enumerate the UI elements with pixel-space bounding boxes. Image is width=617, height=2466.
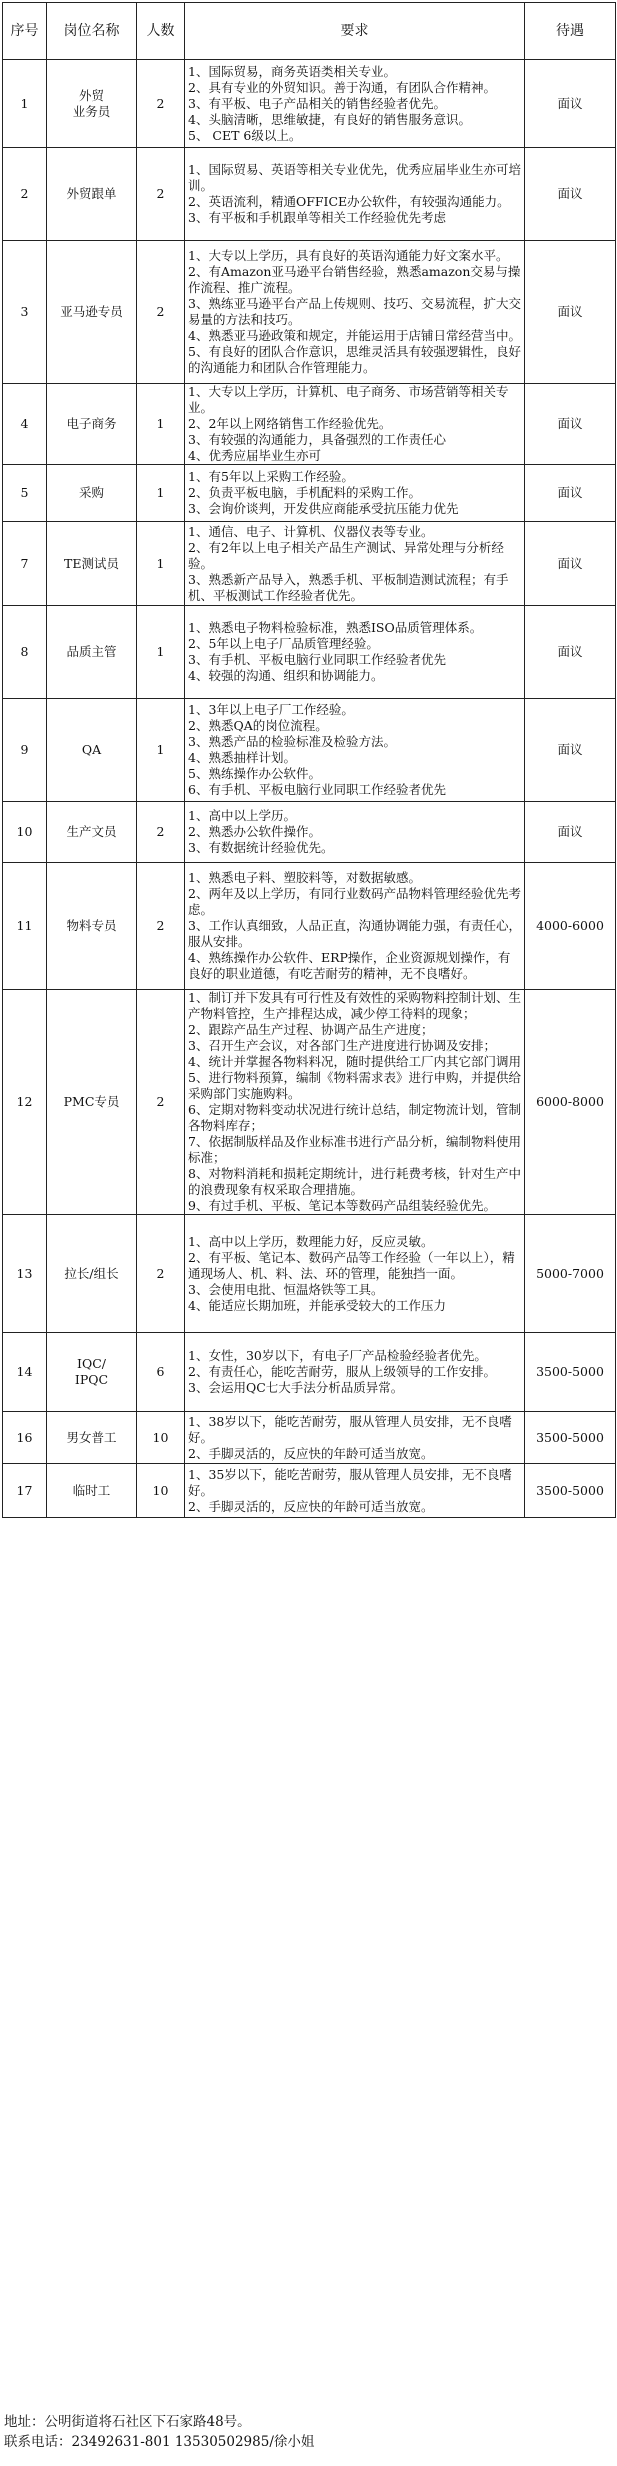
row-count: 1 [137, 384, 185, 465]
row-position: 电子商务 [47, 384, 137, 465]
row-requirements [185, 1333, 525, 1412]
row-no: 16 [3, 1412, 47, 1464]
row-salary: 面议 [525, 384, 616, 465]
requirement-item: 1、大专以上学历，计算机、电子商务、市场营销等相关专业。 [188, 384, 509, 415]
requirement-item: 3、有平板和手机跟单等相关工作经验优先考虑 [188, 210, 446, 225]
requirement-item: 3、有较强的沟通能力，具备强烈的工作责任心 [188, 432, 446, 447]
row-no: 11 [3, 863, 47, 990]
requirement-item: 2、2年以上网络销售工作经验优先。 [188, 416, 392, 431]
table-row [3, 699, 616, 802]
row-count: 1 [137, 699, 185, 802]
requirement-item: 1、通信、电子、计算机、仪器仪表等专业。 [188, 523, 434, 539]
row-requirements [185, 1215, 525, 1333]
requirement-item: 5、 CET 6级以上。 [188, 127, 302, 143]
requirement-item: 1、国际贸易、英语等相关专业优先，优秀应届毕业生亦可培训。 [188, 162, 521, 193]
requirement-item: 1、女性，30岁以下，有电子厂产品检验经验者优先。 [188, 1348, 487, 1363]
requirement-item: 3、熟练亚马逊平台产品上传规则、技巧、交易流程，扩大交易量的方法和技巧。 [188, 296, 521, 327]
row-no: 1 [3, 60, 47, 148]
row-requirements [185, 384, 525, 465]
requirement-item: 3、召开生产会议，对各部门生产进度进行协调及安排； [188, 1038, 496, 1053]
row-salary: 面议 [525, 148, 616, 241]
requirement-item: 9、有过手机、平板、笔记本等数码产品组装经验优先。 [188, 1198, 496, 1213]
footer-contact: 联系电话：23492631-801 13530502985/徐小姐 [4, 2434, 315, 2450]
row-position: 临时工 [47, 1464, 137, 1518]
table-row [3, 802, 616, 863]
requirement-item: 5、有良好的团队合作意识，思维灵活具有较强逻辑性，良好的沟通能力和团队合作管理能力。 [188, 344, 521, 375]
requirement-item: 4、熟悉亚马逊政策和规定，并能运用于店铺日常经营当中。 [188, 328, 521, 343]
requirement-item: 1、有5年以上采购工作经验。 [188, 469, 354, 484]
table-row [3, 606, 616, 699]
row-position: 物料专员 [47, 863, 137, 990]
row-position: 采购 [47, 465, 137, 522]
row-count: 1 [137, 606, 185, 699]
table-row [3, 990, 616, 1215]
table-row [3, 863, 616, 990]
row-position: IQC/ IPQC [47, 1333, 137, 1412]
requirement-item: 1、熟悉电子料、塑胶料等，对数据敏感。 [188, 870, 421, 885]
row-position: 男女普工 [47, 1412, 137, 1464]
requirement-item: 2、有平板、笔记本、数码产品等工作经验（一年以上），精通现场人、机、料、法、环的管理，能独挡一面。 [188, 1249, 515, 1281]
row-position: TE测试员 [47, 522, 137, 606]
requirement-item: 1、3年以上电子厂工作经验。 [188, 702, 354, 717]
requirement-item: 5、进行物料预算，编制《物料需求表》进行申购，并提供给采购部门实施购料。 [188, 1070, 521, 1101]
requirement-item: 2、熟悉办公软件操作。 [188, 824, 321, 839]
row-position: 外贸 业务员 [47, 60, 137, 148]
row-requirements [185, 241, 525, 384]
table-row [3, 465, 616, 522]
header-no: 序号 [3, 3, 47, 60]
row-no: 10 [3, 802, 47, 863]
requirement-item: 3、会使用电批、恒温烙铁等工具。 [188, 1281, 384, 1297]
row-requirements [185, 699, 525, 802]
requirement-item: 1、38岁以下，能吃苦耐劳，服从管理人员安排，无不良嗜好。 [188, 1413, 512, 1445]
row-requirements [185, 148, 525, 241]
table-row [3, 1464, 616, 1518]
row-no: 5 [3, 465, 47, 522]
table-row [3, 148, 616, 241]
row-position: 拉长/组长 [47, 1215, 137, 1333]
row-requirements [185, 522, 525, 606]
requirement-item: 2、具有专业的外贸知识。善于沟通，有团队合作精神。 [188, 79, 496, 95]
row-salary: 面议 [525, 699, 616, 802]
requirement-item: 3、工作认真细致，人品正直，沟通协调能力强，有责任心，服从安排。 [188, 918, 521, 949]
requirement-item: 4、头脑清晰，思维敏捷，有良好的销售服务意识。 [188, 111, 471, 127]
row-no: 3 [3, 241, 47, 384]
requirement-item: 1、高中以上学历，数理能力好，反应灵敏。 [188, 1233, 434, 1249]
row-position: 品质主管 [47, 606, 137, 699]
requirement-item: 6、有手机、平板电脑行业同职工作经验者优先 [188, 782, 446, 797]
row-count: 2 [137, 60, 185, 148]
row-salary: 面议 [525, 465, 616, 522]
row-requirements [185, 60, 525, 148]
row-requirements [185, 606, 525, 699]
row-count: 2 [137, 1215, 185, 1333]
table-row [3, 1333, 616, 1412]
footer-address: 地址：公明街道将石社区下石家路48号。 [4, 2414, 251, 2430]
row-salary: 6000-8000 [525, 990, 616, 1215]
row-position: QA [47, 699, 137, 802]
row-salary: 面议 [525, 522, 616, 606]
row-position: 生产文员 [47, 802, 137, 863]
requirement-item: 1、熟悉电子物料检验标准，熟悉ISO品质管理体系。 [188, 620, 483, 635]
requirement-item: 2、跟踪产品生产过程、协调产品生产进度； [188, 1022, 434, 1037]
row-count: 10 [137, 1464, 185, 1518]
row-requirements [185, 990, 525, 1215]
row-requirements [185, 863, 525, 990]
requirement-item: 2、英语流利，精通OFFICE办公软件，有较强沟通能力。 [188, 194, 510, 209]
table-row [3, 241, 616, 384]
header-count: 人数 [137, 3, 185, 60]
header-requirements: 要求 [185, 3, 525, 60]
requirement-item: 1、大专以上学历，具有良好的英语沟通能力好文案水平。 [188, 248, 509, 263]
requirement-item: 4、熟练操作办公软件、ERP操作，企业资源规划操作，有良好的职业道德，有吃苦耐劳的精神，无不良嗜好。 [188, 950, 511, 981]
row-salary: 3500-5000 [525, 1333, 616, 1412]
row-count: 6 [137, 1333, 185, 1412]
requirement-item: 3、有数据统计经验优先。 [188, 840, 334, 855]
row-no: 7 [3, 522, 47, 606]
row-position: 外贸跟单 [47, 148, 137, 241]
requirement-item: 6、定期对物料变动状况进行统计总结，制定物流计划，管制各物料库存； [188, 1102, 521, 1133]
table-row [3, 384, 616, 465]
header-salary: 待遇 [525, 3, 616, 60]
requirement-item: 3、会询价谈判，开发供应商能承受抗压能力优先 [188, 501, 459, 516]
row-count: 2 [137, 863, 185, 990]
row-salary: 3500-5000 [525, 1412, 616, 1464]
requirement-item: 8、对物料消耗和损耗定期统计，进行耗费考核，针对生产中的浪费现象有权采取合理措施。 [188, 1166, 521, 1197]
requirement-item: 4、统计并掌握各物料料况，随时提供给工厂内其它部门调用 [188, 1054, 521, 1069]
row-position: 亚马逊专员 [47, 241, 137, 384]
requirement-item: 2、有2年以上电子相关产品生产测试、异常处理与分析经验。 [188, 539, 504, 571]
footer [4, 2412, 614, 2452]
requirement-item: 4、优秀应届毕业生亦可 [188, 448, 321, 463]
row-salary: 5000-7000 [525, 1215, 616, 1333]
requirement-item: 1、国际贸易，商务英语类相关专业。 [188, 63, 396, 79]
requirement-item: 2、有责任心，能吃苦耐劳，服从上级领导的工作安排。 [188, 1364, 496, 1379]
requirement-item: 4、较强的沟通、组织和协调能力。 [188, 668, 384, 683]
row-position: PMC专员 [47, 990, 137, 1215]
row-count: 2 [137, 148, 185, 241]
row-count: 1 [137, 522, 185, 606]
row-requirements [185, 1464, 525, 1518]
row-salary: 面议 [525, 802, 616, 863]
row-requirements [185, 465, 525, 522]
requirement-item: 5、熟练操作办公软件。 [188, 766, 321, 781]
header-position: 岗位名称 [47, 3, 137, 60]
row-count: 2 [137, 241, 185, 384]
requirement-item: 2、有Amazon亚马逊平台销售经验，熟悉amazon交易与操作流程、推广流程。 [188, 264, 521, 295]
row-no: 14 [3, 1333, 47, 1412]
table-row [3, 1412, 616, 1464]
requirement-item: 1、35岁以下，能吃苦耐劳，服从管理人员安排，无不良嗜好。 [188, 1466, 512, 1498]
row-requirements [185, 1412, 525, 1464]
row-count: 1 [137, 465, 185, 522]
row-salary: 面议 [525, 241, 616, 384]
job-table [2, 2, 616, 1518]
row-no: 8 [3, 606, 47, 699]
row-count: 2 [137, 990, 185, 1215]
row-count: 2 [137, 802, 185, 863]
row-salary: 面议 [525, 606, 616, 699]
requirement-item: 2、手脚灵活的，反应快的年龄可适当放宽。 [188, 1498, 434, 1514]
row-salary: 3500-5000 [525, 1464, 616, 1518]
requirement-item: 2、负责平板电脑，手机配料的采购工作。 [188, 485, 421, 500]
table-row [3, 60, 616, 148]
row-no: 12 [3, 990, 47, 1215]
table-header-row [3, 3, 616, 60]
row-count: 10 [137, 1412, 185, 1464]
row-no: 2 [3, 148, 47, 241]
row-no: 9 [3, 699, 47, 802]
row-no: 13 [3, 1215, 47, 1333]
row-salary: 4000-6000 [525, 863, 616, 990]
requirement-item: 4、能适应长期加班，并能承受较大的工作压力 [188, 1297, 446, 1313]
requirement-item: 3、熟悉产品的检验标准及检验方法。 [188, 734, 396, 749]
requirement-item: 3、熟悉新产品导入，熟悉手机、平板制造测试流程；有手机、平板测试工作经验者优先。 [188, 571, 509, 603]
table-row [3, 1215, 616, 1333]
requirement-item: 3、有手机、平板电脑行业同职工作经验者优先 [188, 652, 446, 667]
requirement-item: 4、熟悉抽样计划。 [188, 750, 296, 765]
requirement-item: 1、高中以上学历。 [188, 808, 296, 823]
table-row [3, 522, 616, 606]
requirement-item: 1、制订并下发具有可行性及有效性的采购物料控制计划、生产物料管控，生产排程达成，减少停工待料的现象； [188, 990, 521, 1021]
row-no: 4 [3, 384, 47, 465]
requirement-item: 2、手脚灵活的，反应快的年龄可适当放宽。 [188, 1445, 434, 1461]
requirement-item: 2、两年及以上学历，有同行业数码产品物料管理经验优先考虑。 [188, 886, 521, 917]
requirement-item: 3、有平板、电子产品相关的销售经验者优先。 [188, 95, 446, 111]
requirement-item: 7、依据制版样品及作业标准书进行产品分析，编制物料使用标准； [188, 1134, 521, 1165]
row-salary: 面议 [525, 60, 616, 148]
requirement-item: 2、5年以上电子厂品质管理经验。 [188, 636, 379, 651]
row-requirements [185, 802, 525, 863]
row-no: 17 [3, 1464, 47, 1518]
requirement-item: 3、会运用QC七大手法分析品质异常。 [188, 1380, 404, 1395]
requirement-item: 2、熟悉QA的岗位流程。 [188, 718, 328, 733]
